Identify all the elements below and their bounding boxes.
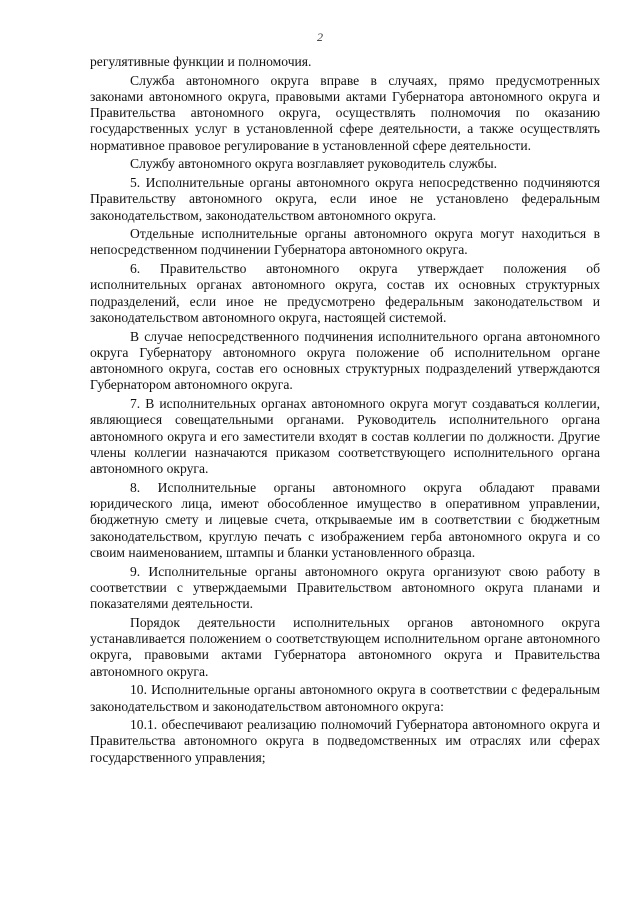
paragraph-governor-approval: В случае непосредственного подчинения исполнительного органа автономного округа Губернатору автономного округа положение об исполнительном органе автономного округа, состав его основных структурных подразделений утверждаются Губернатором автономного округа. (90, 328, 600, 393)
paragraph-activity-order: Порядок деятельности исполнительных органов автономного округа устанавливается положением о соответствующем исполнительном органе автономного округа, правовыми актами Губернатора автономного округа и Правительства автономного округа. (90, 614, 600, 679)
paragraph-item-10-1: 10.1. обеспечивают реализацию полномочий Губернатора автономного округа и Правительства автономного округа в подведомственных им отраслях или сферах государственного управления; (90, 717, 600, 765)
paragraph-item-7: 7. В исполнительных органах автономного округа могут создаваться коллегии, являющиеся совещательными органами. Руководитель исполнительного органа автономного округа и его заместители входят в состав коллегии по должности. Другие члены коллегии назначаются приказом соответствующего исполнительного органа автономного округа. (90, 396, 600, 477)
paragraph-item-10: 10. Исполнительные органы автономного округа в соответствии с федеральным законодательством и законодательством автономного округа: (90, 682, 600, 714)
paragraph-service-powers: Служба автономного округа вправе в случаях, прямо предусмотренных законами автономного округа, правовыми актами Губернатора автономного округа и Правительства автономного округа, осуществлять полномочия по оказанию государственных услуг в установленной сфере деятельности, а также осуществлять нормативное правовое регулирование в установленной сфере деятельности. (90, 72, 600, 153)
paragraph-item-6: 6. Правительство автономного округа утверждает положения об исполнительных органах автономного округа, состав их основных структурных подразделений, если иное не предусмотрено федеральным законодательством и законодательством автономного округа, настоящей системой. (90, 261, 600, 325)
paragraph-continuation: регулятивные функции и полномочия. (90, 54, 312, 69)
paragraph-item-9: 9. Исполнительные органы автономного округа организуют свою работу в соответствии с утверждаемыми Правительством автономного округа планами и показателями деятельности. (90, 563, 600, 612)
page-number: 2 (317, 30, 323, 44)
paragraph-governor-subordination: Отдельные исполнительные органы автономного округа могут находиться в непосредственном подчинении Губернатора автономного округа. (90, 226, 600, 258)
paragraph-service-head: Службу автономного округа возглавляет руководитель службы. (130, 156, 498, 172)
paragraph-item-5: 5. Исполнительные органы автономного округа непосредственно подчиняются Правительству автономного округа, если иное не установлено федеральным законодательством, законодательством автономного округа. (90, 174, 600, 223)
document-body (90, 54, 600, 766)
paragraph-item-8: 8. Исполнительные органы автономного округа обладают правами юридического лица, имеют обособленное имущество в оперативном управлении, бюджетную смету и лицевые счета, открываемые им в соответствии с бюджетным законодательством, круглую печать с изображением герба автономного округа и со своим наименованием, штампы и бланки установленного образца. (90, 479, 600, 560)
